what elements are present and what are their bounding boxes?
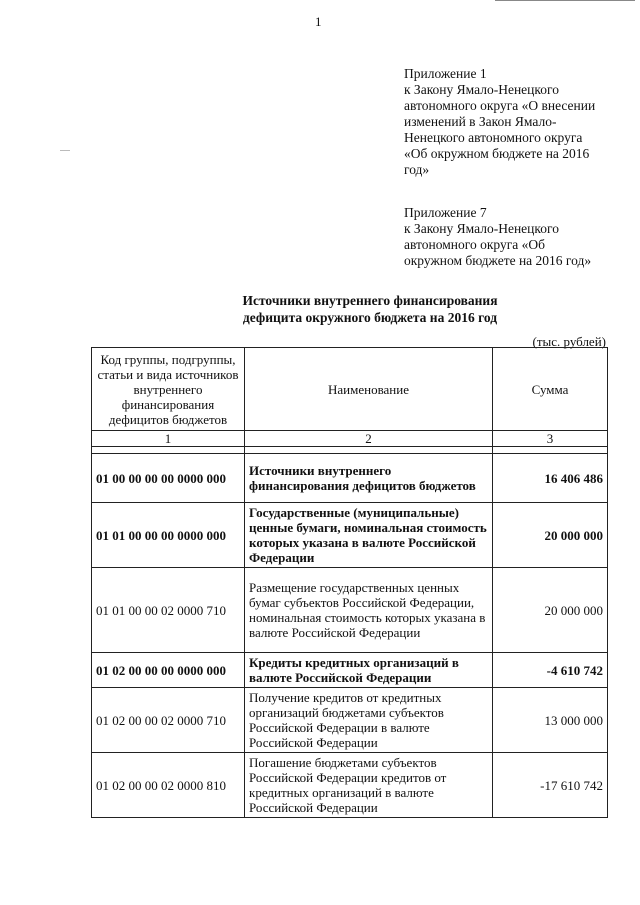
table-row [92,753,608,818]
spacer-cell [92,447,245,454]
margin-mark [60,150,70,151]
table-row [92,653,608,688]
row-name: Получение кредитов от кредитных организаций бюджетами субъектов Российской Федерации в валюте Российской Федерации [245,688,493,753]
column-number-2: 2 [245,431,493,447]
row-code: 01 01 00 00 02 0000 710 [92,568,245,653]
document-title: Источники внутреннего финансирования дефицита окружного бюджета на 2016 год [242,293,498,325]
spacer-cell [493,447,608,454]
table-row [92,454,608,503]
row-name: Кредиты кредитных организаций в валюте Российской Федерации [245,653,493,688]
row-code: 01 02 00 00 02 0000 710 [92,688,245,753]
row-name: Погашение бюджетами субъектов Российской Федерации кредитов от кредитных организаций в валюте Российской Федерации [245,753,493,818]
appendix-1-caption: Приложение 1 к Закону Ямало-Ненецкого автономного округа «О внесении изменений в Закон Ямало- Ненецкого автономного округа «Об окружном бюджете на 2016 год» [404,66,596,177]
table-row [92,503,608,568]
row-sum: 20 000 000 [493,503,608,568]
row-sum: 20 000 000 [493,568,608,653]
page-number: 1 [315,14,322,29]
row-name: Государственные (муниципальные) ценные бумаги, номинальная стоимость которых указана в валюте Российской Федерации [245,503,493,568]
units-label: (тыс. рублей) [532,334,606,349]
row-sum: 16 406 486 [493,454,608,503]
row-sum: -4 610 742 [493,653,608,688]
row-code: 01 02 00 00 02 0000 810 [92,753,245,818]
appendix-7-caption: Приложение 7 к Закону Ямало-Ненецкого автономного округа «Об окружном бюджете на 2016 год» [404,205,592,268]
column-number-3: 3 [493,431,608,447]
table-header-row [92,348,608,431]
table-row [92,688,608,753]
header-sum: Сумма [493,348,608,431]
row-code: 01 01 00 00 00 0000 000 [92,503,245,568]
column-number-row [92,431,608,447]
row-sum: -17 610 742 [493,753,608,818]
header-name: Наименование [245,348,493,431]
spacer-cell [245,447,493,454]
column-number-1: 1 [92,431,245,447]
spacer-row [92,447,608,454]
top-edge-rule [495,0,635,1]
row-code: 01 00 00 00 00 0000 000 [92,454,245,503]
row-name: Источники внутреннего финансирования дефицитов бюджетов [245,454,493,503]
table-row [92,568,608,653]
header-code: Код группы, подгруппы, статьи и вида источников внутреннего финансирования дефицитов бюджетов [92,348,245,431]
row-sum: 13 000 000 [493,688,608,753]
row-code: 01 02 00 00 00 0000 000 [92,653,245,688]
row-name: Размещение государственных ценных бумаг субъектов Российской Федерации, номинальная стоимость которых указана в валюте Российской Федерации [245,568,493,653]
budget-sources-table [91,347,608,818]
